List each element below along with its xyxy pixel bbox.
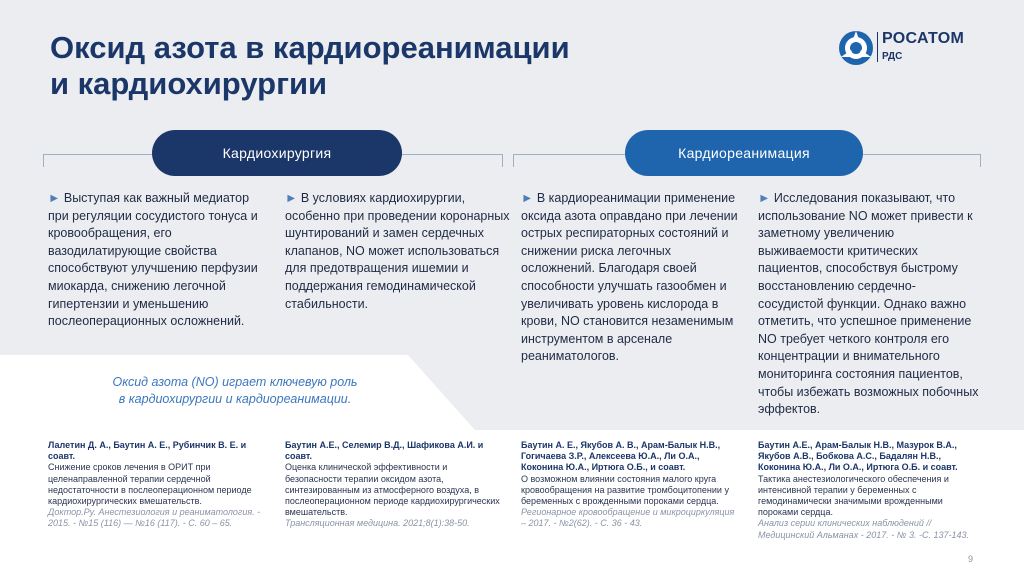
reference-source: Регионарное кровообращение и микроциркуляция – 2017. - №2(62). - С. 36 - 43. [521, 507, 735, 529]
key-statement [80, 374, 390, 408]
page-title [50, 30, 750, 102]
atom-icon [838, 30, 874, 66]
reference-title: Снижение сроков лечения в ОРИТ при целенаправленной терапии сердечной недостаточности в послеоперационном периоде кардиохирургических вмешательств. [48, 462, 252, 507]
page-title-line-2: и кардиохирургии [50, 66, 328, 101]
logo-divider [877, 32, 878, 62]
bracket-right-outer [863, 154, 981, 167]
reference-authors: Баутин А. Е., Якубов А. В., Арам-Балык Н.В., Гогичаева З.Р., Алексеева Ю.А., Ли О.А., Коконина Ю.А., Иртюга О.Б., и соавт. [521, 440, 721, 473]
text-column-1 [48, 190, 268, 331]
logo-name: РОСАТОМ [882, 30, 965, 47]
pill-cardiosurgery: Кардиохирургия [152, 130, 402, 176]
rosatom-logo [838, 24, 988, 72]
bullet-arrow-icon: ► [285, 191, 298, 205]
text-column-3 [521, 190, 741, 366]
key-statement-line-1: Оксид азота (NO) играет ключевую роль [112, 375, 358, 389]
bracket-right-inner [513, 154, 626, 167]
bullet-arrow-icon: ► [758, 191, 771, 205]
reference-source: Трансляционная медицина. 2021;8(1):38-50. [285, 518, 470, 529]
reference-title: О возможном влиянии состояния малого круга кровообращения на развитие тромбоцитопении у беременных с врожденными пороками сердца. [521, 473, 729, 507]
reference-title: Тактика анестезиологического обеспечения и интенсивной терапии у беременных с гемодинамически значимыми врожденными пороками сердца. [758, 473, 949, 518]
reference-4 [758, 440, 980, 541]
reference-1 [48, 440, 264, 530]
reference-2 [285, 440, 500, 530]
page-number: 9 [968, 554, 974, 564]
reference-source: Доктор.Ру. Анестезиология и реаниматология. - 2015. - №15 (116) — №16 (117). - С. 60 – 65. [48, 507, 261, 529]
text-column-4 [758, 190, 980, 419]
column-text: Выступая как важный медиатор при регуляции сосудистого тонуса и кровообращения, его вазодилатирующие свойства способствуют улучшению перфузии миокарда, снижению легочной гипертензии и уменьшению послеоперационных осложнений. [48, 191, 258, 329]
reference-authors: Лалетин Д. А., Баутин А. Е., Рубинчик В. Е. и соавт. [48, 440, 247, 462]
reference-authors: Баутин А.Е., Арам-Балык Н.В., Мазурок В.А., Якубов А.В., Бобкова А.С., Бадалян Н.В., Коконина Ю.А., Ли О.А., Иртюга О.Б. и соавт. [758, 440, 958, 473]
bullet-arrow-icon: ► [48, 191, 61, 205]
page-title-line-1: Оксид азота в кардиореанимации [50, 30, 570, 65]
reference-3 [521, 440, 736, 530]
bracket-left-outer [43, 154, 153, 167]
logo-sub: РДС [882, 51, 903, 62]
reference-title: Оценка клинической эффективности и безопасности терапии оксидом азота, синтезированным из атмосферного воздуха, в послеоперационном периоде кардиохирургических вмешательств. [285, 462, 500, 518]
bracket-left-inner [402, 154, 503, 167]
column-text: В условиях кардиохирургии, особенно при проведении коронарных шунтирований и замен сердечных клапанов, NO может использоваться для предотвращения ишемии и поддержания гемодинамической стабильности. [285, 191, 510, 311]
bullet-arrow-icon: ► [521, 191, 534, 205]
column-text: Исследования показывают, что использование NO может привести к заметному увеличению выживаемости критических пациентов, способствуя быстрому восстановлению сердечно-сосудистой функции. Однако важно отметить, что успешное применение NO требует четкого контроля его концентрации и внимательного мониторинга состояния пациентов, чтобы избежать возможных побочных эффектов. [758, 191, 979, 417]
reference-source: Анализ серии клинических наблюдений // Медицинский Альманах - 2017. - № 3. -С. 137-143. [758, 518, 969, 540]
reference-authors: Баутин А.Е., Селемир В.Д., Шафикова А.И. и соавт. [285, 440, 484, 462]
text-column-2 [285, 190, 510, 313]
column-text: В кардиореанимации применение оксида азота оправдано при лечении острых респираторных состояний и снижении риска легочных осложнений. Благодаря своей способности улучшать газообмен и увеличивать уровень кислорода в крови, NO становится незаменимым инструментом в арсенале реаниматологов. [521, 191, 738, 364]
pill-cardioreanimation: Кардиореанимация [625, 130, 863, 176]
key-statement-line-2: в кардиохирургии и кардиореанимации. [118, 392, 352, 406]
